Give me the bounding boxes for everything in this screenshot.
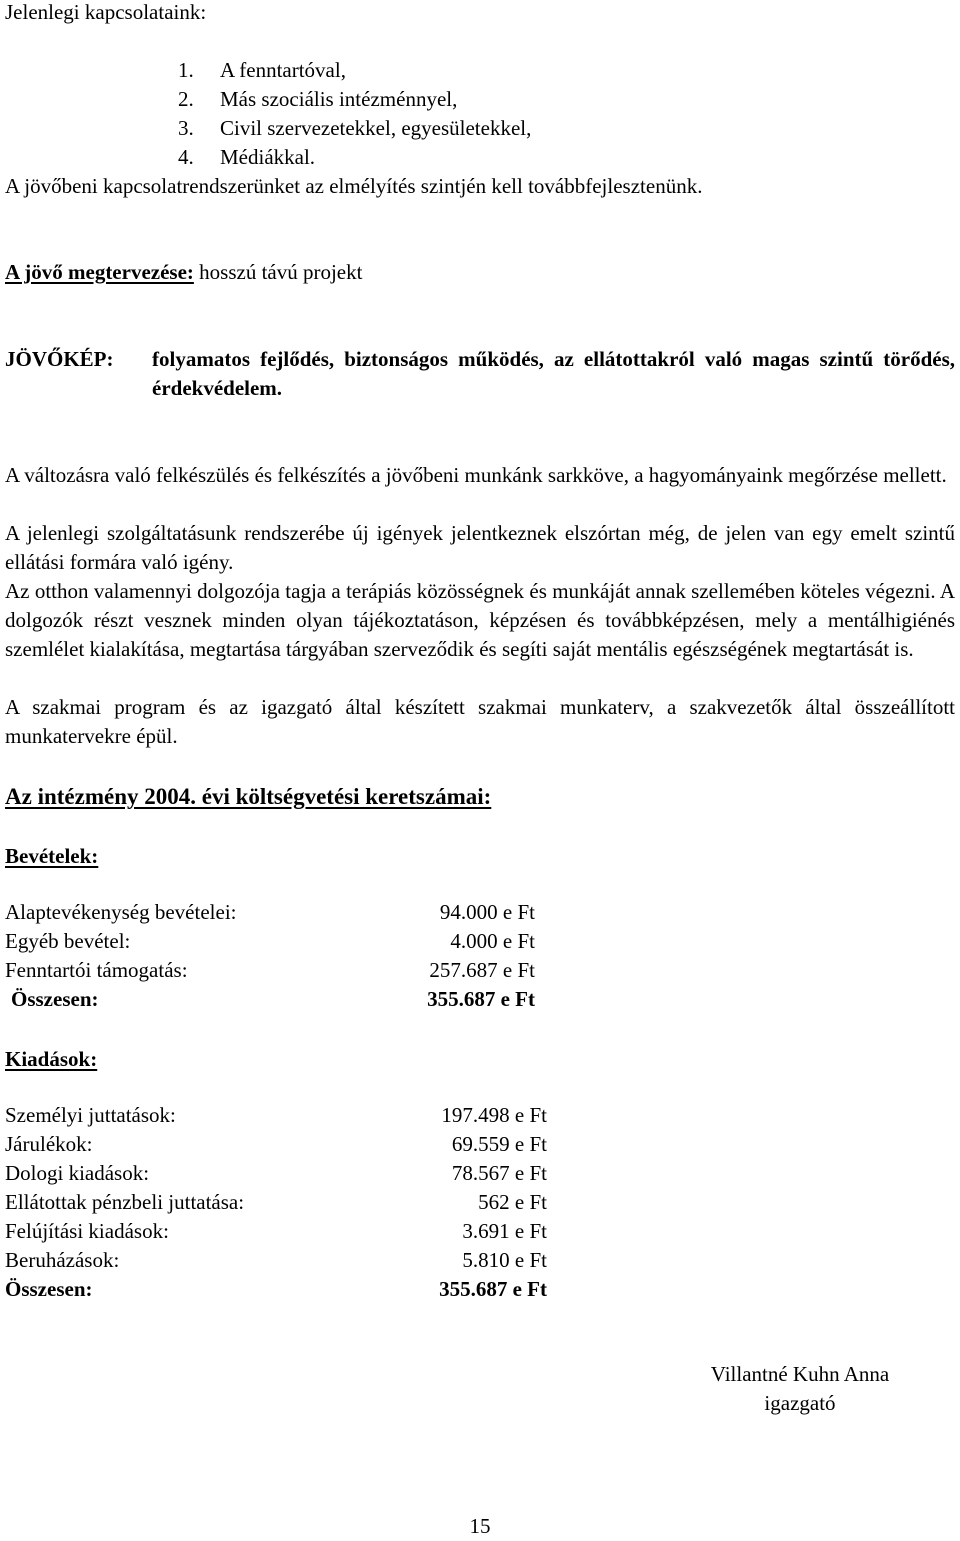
paragraph-services: A jelenlegi szolgáltatásunk rendszerébe új igények jelentkeznek elszórtan még, de jelen van egy emelt szintű ellátási formára való igény.: [5, 521, 955, 574]
table-row: Alaptevékenység bevételei: 94.000 e Ft: [5, 900, 535, 924]
vision-text: folyamatos fejlődés, biztonságos működés, az ellátottakról való magas szintű törődés, érdekvédelem.: [152, 347, 955, 400]
table-row-total: Összesen: 355.687 e Ft: [11, 987, 535, 1011]
table-row-total: Összesen: 355.687 e Ft: [5, 1277, 547, 1301]
vision-label: JÖVŐKÉP:: [5, 347, 114, 371]
table-row: Egyéb bevétel: 4.000 e Ft: [5, 929, 535, 953]
paragraph-program: A szakmai program és az igazgató által készített szakmai munkaterv, a szakvezetők által összeállított munkatervekre épül.: [5, 695, 955, 748]
table-row: Beruházások: 5.810 e Ft: [5, 1248, 547, 1272]
table-row: Ellátottak pénzbeli juttatása: 562 e Ft: [5, 1190, 547, 1214]
income-title: Bevételek:: [5, 844, 99, 868]
paragraph-staff: Az otthon valamennyi dolgozója tagja a terápiás közösségnek és munkáját annak szellemében köteles végezni. A dolgozók részt vesznek minden olyan tájékoztatáson, képzésen és továbbképzésen, mely a mentálhigiénés szemlélet kialakítása, megtartása tárgyában szerveződik és segíti saját mentális egészségének megtartását is.: [5, 579, 955, 661]
table-row: Felújítási kiadások: 3.691 e Ft: [5, 1219, 547, 1243]
table-row: Személyi juttatások: 197.498 e Ft: [5, 1103, 547, 1127]
planning-label: A jövő megtervezése:: [5, 260, 194, 284]
signature-role: igazgató: [764, 1391, 836, 1415]
budget-title: Az intézmény 2004. évi költségvetési keretszámai:: [5, 784, 492, 809]
expenses-table: [5, 1101, 547, 1304]
page-number: 15: [469, 1514, 491, 1538]
relations-list: [178, 56, 531, 172]
relations-heading: Jelenlegi kapcsolataink:: [5, 0, 207, 24]
signature-name: Villantné Kuhn Anna: [710, 1362, 890, 1386]
list-item: 4. Médiákkal.: [178, 145, 316, 169]
table-row: Járulékok: 69.559 e Ft: [5, 1132, 547, 1156]
list-item: 3. Civil szervezetekkel, egyesületekkel,: [178, 116, 532, 140]
table-row: Fenntartói támogatás: 257.687 e Ft: [5, 958, 535, 982]
income-table: [5, 898, 535, 1014]
list-item: 2. Más szociális intézménnyel,: [178, 87, 458, 111]
planning-text: hosszú távú projekt: [193, 260, 363, 284]
table-row: Dologi kiadások: 78.567 e Ft: [5, 1161, 547, 1185]
list-item: 1. A fenntartóval,: [178, 58, 346, 82]
paragraph-change: A változásra való felkészülés és felkészítés a jövőbeni munkánk sarkköve, a hagyományaink megőrzése mellett.: [5, 463, 947, 487]
planning-line: [5, 258, 362, 287]
expenses-title: Kiadások:: [5, 1047, 98, 1071]
future-relations-text: A jövőbeni kapcsolatrendszerünket az elmélyítés szintjén kell továbbfejlesztenünk.: [5, 174, 703, 198]
signature-block: [680, 1360, 920, 1418]
